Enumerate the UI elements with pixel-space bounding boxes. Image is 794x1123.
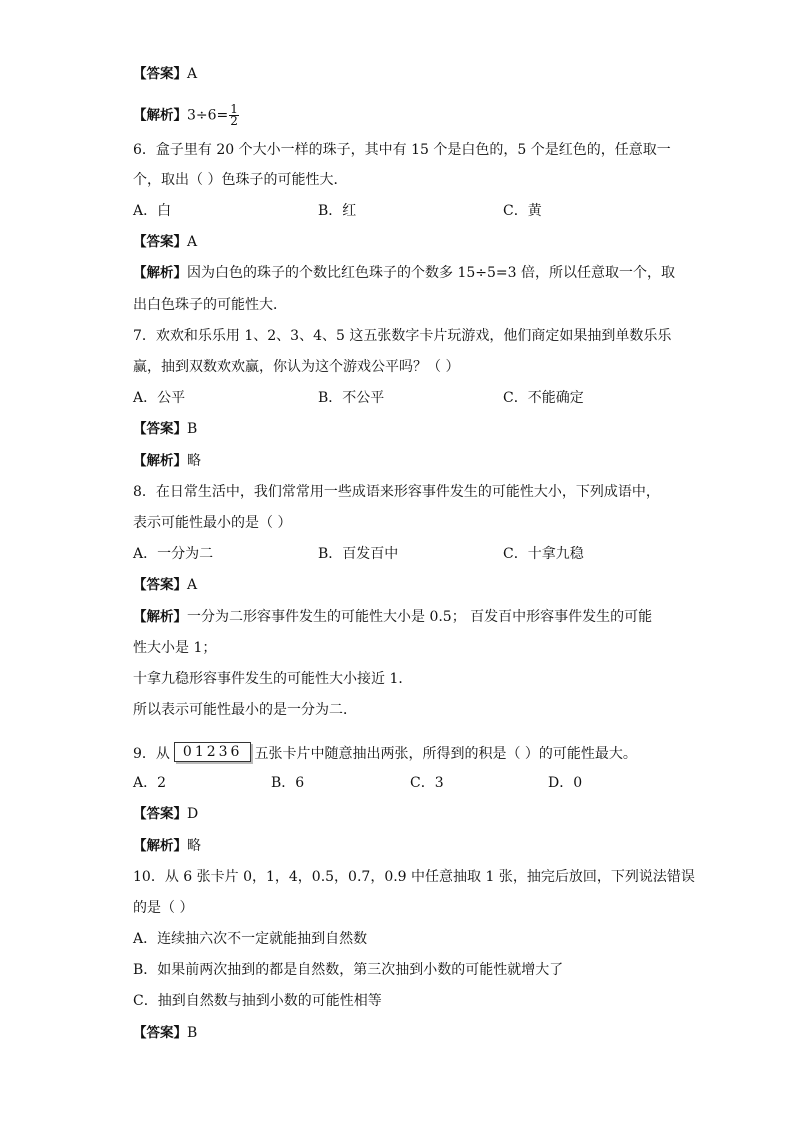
q9-option-a: A．2: [133, 775, 167, 791]
q5-fraction: [229, 104, 239, 127]
q10-stem-line2: 的是（ ）: [133, 900, 194, 916]
q8-analysis-line1: [133, 607, 652, 627]
q9-stem-line: [133, 742, 637, 762]
q8-analysis-text1: 一分为二形容事件发生的可能性大小是 0.5； 百发百中形容事件发生的可能: [187, 609, 653, 625]
q6-answer-line: [133, 232, 197, 252]
q9-answer: D: [187, 806, 199, 822]
q9-option-c: C．3: [410, 775, 444, 791]
q6-option-c: C．黄: [503, 203, 542, 219]
q8-option-a: A．一分为二: [133, 546, 214, 562]
q7-stem-line1: 7．欢欢和乐乐用 1、2、3、4、5 这五张数字卡片玩游戏，他们商定如果抽到单数乐乐: [133, 328, 672, 344]
analysis-label: 【解析】: [133, 107, 187, 124]
q5-answer-line: [133, 64, 197, 84]
q9-number-cards: 01236: [174, 742, 252, 762]
answer-label: 【答案】: [133, 1025, 187, 1041]
analysis-label: 【解析】: [133, 609, 187, 625]
q8-analysis-line2: 性大小是 1；: [133, 640, 217, 656]
q9-option-d: D．0: [548, 775, 583, 791]
q8-analysis-line4: 所以表示可能性最小的是一分为二．: [133, 702, 357, 718]
q10-option-a: A．连续抽六次不一定就能抽到自然数: [133, 931, 368, 947]
q10-stem-line1: 10．从 6 张卡片 0，1，4，0.5，0.7，0.9 中任意抽取 1 张，抽完后放回，下列说法错误: [133, 869, 695, 885]
q6-answer: A: [187, 234, 198, 250]
analysis-label: 【解析】: [133, 838, 187, 854]
q10-answer: B: [187, 1025, 198, 1041]
q8-option-c: C．十拿九稳: [503, 546, 584, 562]
q6-option-a: A．白: [133, 203, 172, 219]
q6-analysis-line1: [133, 263, 675, 283]
q9-option-b: B．6: [271, 775, 305, 791]
q7-stem-line2: 赢，抽到双数欢欢赢，你认为这个游戏公平吗？（ ）: [133, 359, 460, 375]
q9-suffix: 五张卡片中随意抽出两张，所得到的积是（ ）的可能性最大。: [254, 746, 637, 762]
fraction-denominator: 2: [230, 114, 238, 128]
answer-label: 【答案】: [133, 421, 187, 437]
analysis-label: 【解析】: [133, 265, 187, 281]
q8-answer-line: [133, 575, 197, 595]
q8-answer: A: [187, 577, 198, 593]
q6-analysis-text1: 因为白色的珠子的个数比红色珠子的个数多 15÷5=3 倍，所以任意取一个，取: [187, 265, 675, 281]
q7-analysis-line: [133, 451, 201, 471]
q8-stem-line2: 表示可能性最小的是（ ）: [133, 515, 292, 531]
q5-answer: A: [187, 66, 198, 82]
q10-answer-line: [133, 1023, 197, 1043]
q9-analysis-line: [133, 836, 201, 856]
q8-stem-line1: 8．在日常生活中，我们常常用一些成语来形容事件发生的可能性大小，下列成语中，: [133, 484, 660, 500]
answer-label: 【答案】: [133, 577, 187, 593]
analysis-label: 【解析】: [133, 453, 187, 469]
q8-option-b: B．百发百中: [318, 546, 399, 562]
q7-option-c: C．不能确定: [503, 390, 584, 406]
q10-option-c: C．抽到自然数与抽到小数的可能性相等: [133, 993, 382, 1009]
q9-answer-line: [133, 804, 198, 824]
answer-label: 【答案】: [133, 66, 187, 82]
q5-analysis-line: [133, 104, 239, 134]
q7-option-b: B．不公平: [318, 390, 385, 406]
q5-analysis-expr: 3÷6=: [187, 107, 229, 124]
q7-answer: B: [187, 421, 198, 437]
q6-stem-line1: 6．盒子里有 20 个大小一样的珠子，其中有 15 个是白色的，5 个是红色的，任意取一: [133, 142, 671, 158]
q7-option-a: A．公平: [133, 390, 186, 406]
q6-analysis-line2: 出白色珠子的可能性大．: [133, 297, 287, 313]
q7-analysis: 略: [187, 453, 201, 469]
q7-answer-line: [133, 419, 197, 439]
q6-stem-line2: 个，取出（ ）色珠子的可能性大．: [133, 172, 348, 188]
fraction-numerator: 1: [230, 102, 238, 116]
q8-analysis-line3: 十拿九稳形容事件发生的可能性大小接近 1．: [133, 671, 413, 687]
answer-label: 【答案】: [133, 234, 187, 250]
q10-option-b: B．如果前两次抽到的都是自然数，第三次抽到小数的可能性就增大了: [133, 962, 564, 978]
answer-label: 【答案】: [133, 806, 187, 822]
q9-analysis: 略: [187, 838, 201, 854]
q6-option-b: B．红: [318, 203, 357, 219]
q9-prefix: 9．从: [133, 746, 170, 762]
